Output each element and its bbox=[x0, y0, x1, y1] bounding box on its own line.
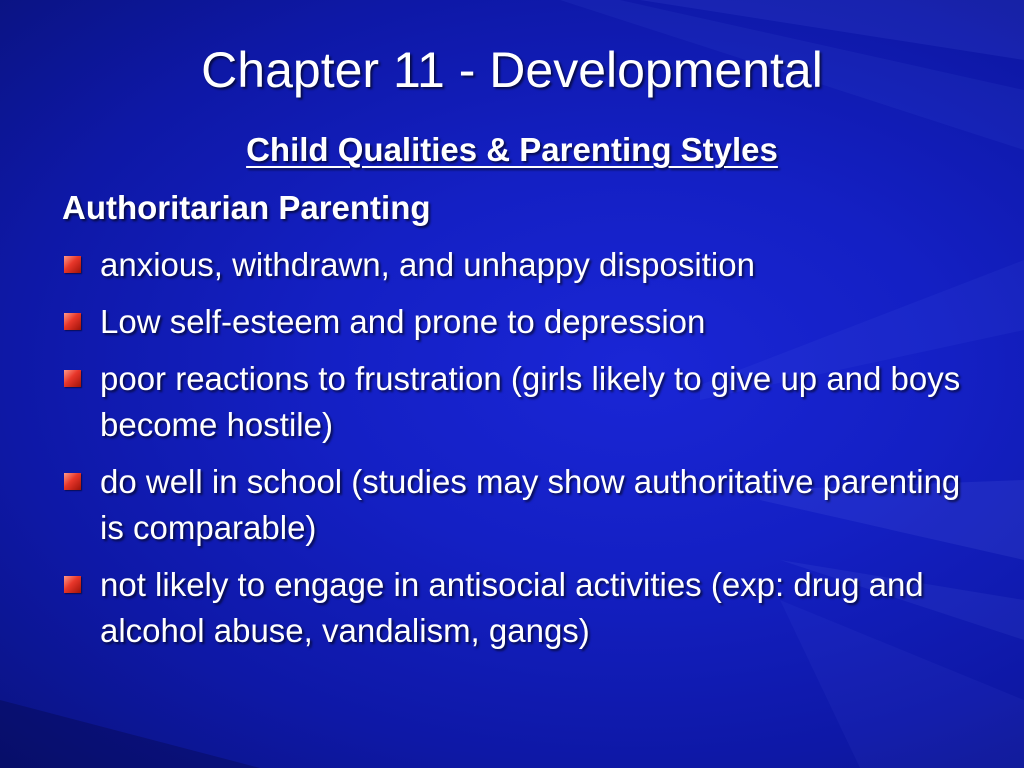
bullet-item bbox=[62, 459, 982, 551]
red-square-bullet-icon bbox=[64, 370, 81, 387]
section-heading: Authoritarian Parenting bbox=[62, 189, 431, 226]
red-square-bullet-icon bbox=[64, 576, 81, 593]
bullet-text: poor reactions to frustration (girls likely to give up and boys become hostile) bbox=[100, 360, 961, 443]
bullet-text: not likely to engage in antisocial activities (exp: drug and alcohol abuse, vandalism, gangs) bbox=[100, 566, 924, 649]
bullet-item bbox=[62, 562, 982, 654]
bullet-text: anxious, withdrawn, and unhappy disposition bbox=[100, 246, 755, 283]
slide-title: Chapter 11 - Developmental bbox=[201, 42, 823, 98]
red-square-bullet-icon bbox=[64, 473, 81, 490]
bullet-item bbox=[62, 299, 982, 345]
bullet-list bbox=[62, 242, 982, 665]
red-square-bullet-icon bbox=[64, 313, 81, 330]
red-square-bullet-icon bbox=[64, 256, 81, 273]
bullet-item bbox=[62, 356, 982, 448]
bullet-text: do well in school (studies may show authoritative parenting is comparable) bbox=[100, 463, 961, 546]
bullet-text: Low self-esteem and prone to depression bbox=[100, 303, 706, 340]
slide-subtitle: Child Qualities & Parenting Styles bbox=[246, 131, 778, 168]
bullet-item bbox=[62, 242, 982, 288]
